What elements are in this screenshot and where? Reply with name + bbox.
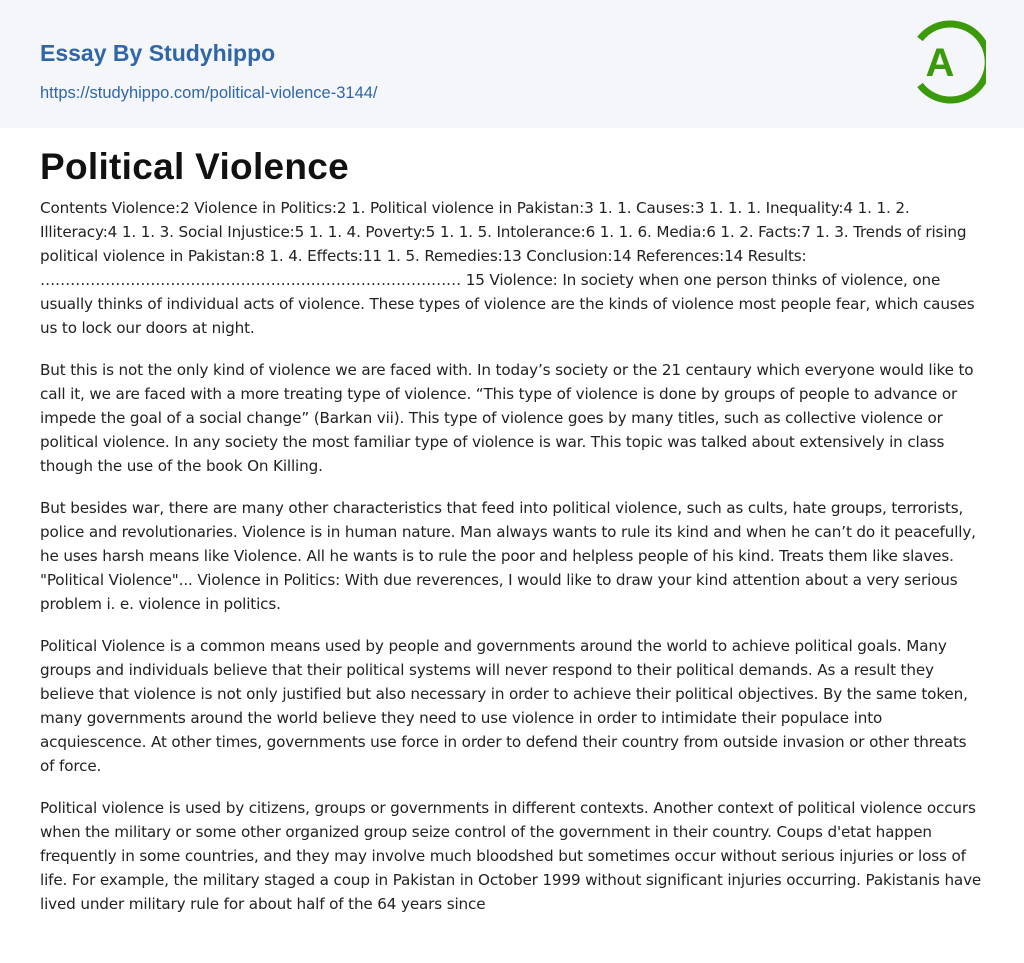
site-header (0, 0, 1024, 128)
logo-letter: A (925, 41, 955, 85)
essay-content (0, 128, 1024, 916)
essay-paragraph: Contents Violence:2 Violence in Politics:2 1. Political violence in Pakistan:3 1. 1. Causes:3 1. 1. 1. Inequality:4 1. 1. 2. Illiteracy:4 1. 1. 3. Social Injustice:5 1. 1. 4. Poverty:5 1. 1. 5. Intolerance:6 1. 1. 6. Media:6 1. 2. Facts:7 1. 3. Trends of rising political violence in Pakistan:8 1. 4. Effects:11 1. 5. Remedies:13 Conclusion:14 References:14 Results: ………………………………………………………………………… 15 Violence: In society when one person thinks of violence, one usually thinks of individual acts of violence. These types of violence are the kinds of violence most people fear, which causes us to lock our doors at night. (40, 199, 975, 337)
essay-url-link[interactable]: https://studyhippo.com/political-violence-3144/ (40, 84, 378, 102)
essay-paragraph: But besides war, there are many other characteristics that feed into political violence, such as cults, hate groups, terrorists, police and revolutionaries. Violence is in human nature. Man always wants to rule its kind and when he can’t do it peacefully, he uses harsh means like Violence. All he wants is to rule the poor and helpless people of his kind. Treats them like slaves. "Political Violence"... Violence in Politics: With due reverences, I would like to draw your kind attention about a very serious problem i. e. violence in politics. (40, 499, 976, 613)
essay-title: Political Violence (40, 146, 350, 187)
essay-paragraph: Political Violence is a common means used by people and governments around the world to achieve political goals. Many groups and individuals believe that their political systems will never respond to their political demands. As a result they believe that violence is not only justified but also necessary in order to achieve their political objectives. By the same token, many governments around the world believe they need to use violence in order to intimidate their populace into acquiescence. At other times, governments use force in order to defend their country from outside invasion or other threats of force. (40, 637, 968, 775)
essay-paragraph: But this is not the only kind of violence we are faced with. In today’s society or the 21 centaury which everyone would like to call it, we are faced with a more treating type of violence. “This type of violence is done by groups of people to advance or impede the goal of a social change” (Barkan vii). This type of violence goes by many titles, such as collective violence or political violence. In any society the most familiar type of violence is war. This topic was talked about extensively in class though the use of the book On Killing. (40, 361, 974, 475)
essay-paragraph: Political violence is used by citizens, groups or governments in different contexts. Another context of political violence occurs when the military or some other organized group seize control of the government in their country. Coups d'etat happen frequently in some countries, and they may involve much bloodshed but sometimes occur without serious injuries or loss of life. For example, the military staged a coup in Pakistan in October 1999 without significant injuries occurring. Pakistanis have lived under military rule for about half of the 64 years since (40, 799, 982, 913)
studyhippo-logo-icon[interactable] (912, 19, 986, 105)
brand-title: Essay By Studyhippo (40, 40, 276, 66)
